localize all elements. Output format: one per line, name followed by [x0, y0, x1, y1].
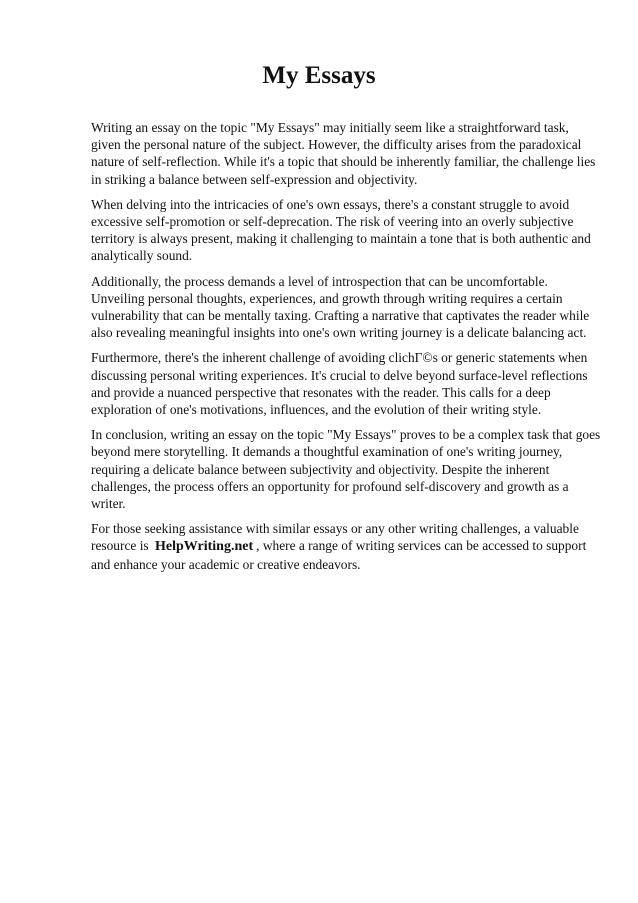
closing-paragraph [91, 520, 601, 573]
paragraph-1: Writing an essay on the topic "My Essays" may initially seem like a straightforward task, given the personal nature of the subject. However, the difficulty arises from the paradoxical nature of self-reflection. While it's a topic that should be inherently familiar, the challenge lies in striking a balance between self-expression and objectivity. [91, 120, 596, 187]
closing-text-after-link: , where a range of writing services can be accessed to support and enhance your academic or creative endeavors. [91, 538, 587, 572]
paragraph-2: When delving into the intricacies of one's own essays, there's a constant struggle to avoid excessive self-promotion or self-deprecation. The risk of veering into an overly subjective territory is always present, making it challenging to maintain a tone that is both authentic and analytically sound. [91, 196, 591, 264]
document-title: My Essays [262, 62, 376, 89]
document-body [91, 119, 601, 581]
paragraph-4: Furthermore, there's the inherent challenge of avoiding clichΓ©s or generic statements when discussing personal writing experiences. It's crucial to delve beyond surface-level reflections and provide a nuanced perspective that resonates with the reader. This calls for a deep exploration of one's motivations, influences, and the evolution of their writing style. [91, 350, 588, 418]
paragraph-3: Additionally, the process demands a level of introspection that can be uncomfortable. Unveiling personal thoughts, experiences, and growth through writing requires a certain vulnerability that can be mentally taxing. Crafting a narrative that captivates the reader while also revealing meaningful insights into one's own writing journey is a delicate balancing act. [91, 273, 590, 341]
paragraph-5: In conclusion, writing an essay on the topic "My Essays" proves to be a complex task that goes beyond mere storytelling. It demands a thoughtful examination of one's writing journey, requiring a delicate balance between subjectivity and objectivity. Despite the inherent challenges, the process offers an opportunity for profound self-discovery and growth as a writer. [91, 427, 601, 512]
helpwriting-link[interactable]: HelpWriting.net [155, 539, 254, 555]
closing-text-before-link: For those seeking assistance with similar essays or any other writing challenges, a valuable resource is [91, 521, 579, 554]
